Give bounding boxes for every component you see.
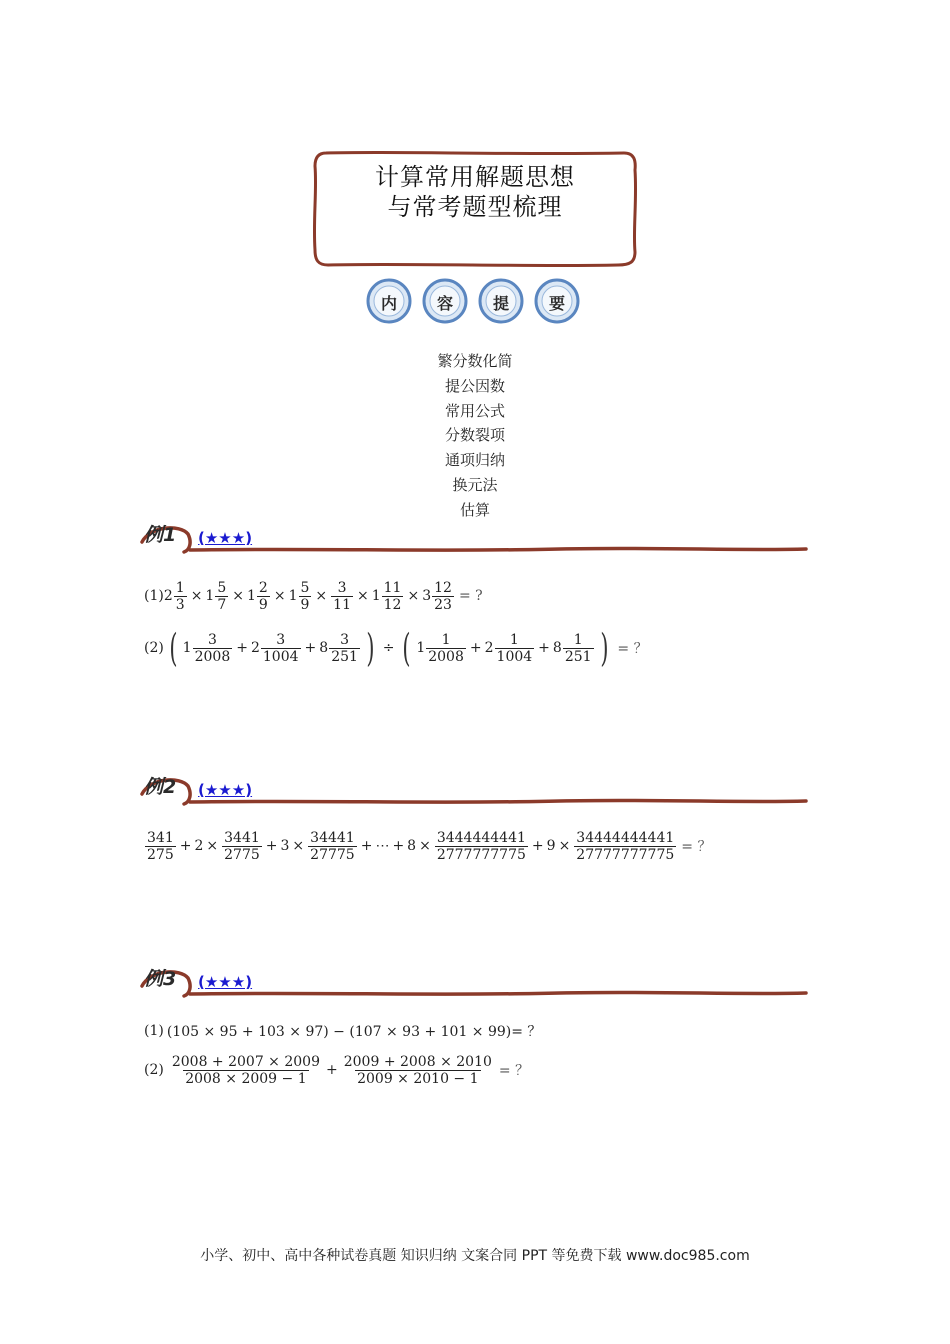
- example-3-problem-1: [144, 1020, 541, 1042]
- fraction: [193, 632, 233, 665]
- denominator: 251: [564, 648, 592, 665]
- operator: +: [236, 640, 248, 656]
- coefficient: 9: [546, 838, 556, 854]
- denominator: 23: [434, 596, 452, 613]
- coefficient: 3: [280, 838, 290, 854]
- operator: +: [538, 640, 550, 656]
- fraction: [563, 632, 594, 665]
- equals-question: = ?: [458, 588, 483, 604]
- operator: +: [360, 838, 373, 854]
- whole-part: 2: [163, 588, 173, 604]
- badge-label: 提: [492, 294, 509, 313]
- whole-part: 8: [552, 640, 562, 656]
- equals-question: = ？: [617, 641, 648, 657]
- example-1-problem-1: [144, 578, 483, 614]
- denominator: 251: [331, 648, 358, 665]
- title-line-1: 计算常用解题思想: [375, 163, 575, 191]
- operator: +: [265, 838, 278, 854]
- example-1-header: [140, 520, 810, 556]
- numerator: 12: [434, 579, 452, 596]
- operator: +: [392, 838, 405, 854]
- numerator: 3444444441: [436, 829, 526, 846]
- problem-number: (1): [144, 1023, 164, 1039]
- operator: ×: [356, 588, 369, 604]
- denominator: 7: [217, 596, 227, 613]
- coefficient: 8: [407, 838, 417, 854]
- whole-part: 3: [422, 588, 432, 604]
- topic-item: 分数裂项: [444, 426, 505, 445]
- badge: [478, 278, 524, 324]
- operator: ÷: [382, 640, 395, 656]
- operator: ×: [292, 838, 305, 854]
- example-label: 例3: [144, 968, 177, 990]
- right-paren-icon: ): [366, 626, 375, 670]
- denominator: 9: [300, 596, 310, 613]
- topic-item: 常用公式: [444, 401, 505, 420]
- operator: +: [179, 838, 192, 854]
- example-2-problem: [144, 826, 711, 866]
- fraction: [435, 830, 528, 863]
- equals-question: = ？: [681, 839, 712, 855]
- fraction: [257, 580, 270, 613]
- topic-item: 繁分数化简: [437, 352, 513, 370]
- operator: +: [531, 838, 544, 854]
- operator: +: [469, 640, 482, 656]
- example-3-problem-2: [144, 1050, 529, 1090]
- left-paren-icon: (: [169, 626, 178, 670]
- numerator: 34441: [310, 829, 355, 846]
- left-paren-icon: (: [402, 626, 411, 670]
- denominator: 1004: [496, 648, 533, 665]
- fraction: [574, 830, 676, 863]
- whole-part: 1: [371, 588, 381, 604]
- operator: ×: [232, 588, 244, 604]
- operator: ×: [190, 588, 203, 604]
- numerator: 3: [340, 631, 350, 648]
- badge: [534, 278, 580, 324]
- fraction: [342, 1054, 494, 1087]
- numerator: 341: [147, 829, 174, 846]
- numerator: 1: [175, 579, 185, 596]
- operator: ×: [558, 838, 571, 854]
- numerator: 2008 + 2007 × 2009: [171, 1053, 320, 1070]
- whole-part: 8: [319, 640, 329, 656]
- problem-number: (2): [144, 1062, 164, 1078]
- denominator: 11: [333, 596, 351, 613]
- denominator: 2008 × 2009 − 1: [185, 1070, 307, 1087]
- operator: ×: [407, 588, 420, 604]
- whole-part: 1: [247, 588, 256, 604]
- whole-part: 2: [250, 640, 260, 656]
- page-title: [312, 162, 638, 222]
- right-paren-icon: ): [599, 626, 609, 670]
- fraction: [432, 580, 454, 613]
- whole-part: 1: [288, 588, 298, 604]
- fraction: [145, 830, 176, 863]
- denominator: 3: [175, 596, 185, 613]
- coefficient: 2: [194, 838, 204, 854]
- whole-part: 2: [484, 640, 494, 656]
- whole-part: 1: [182, 640, 192, 656]
- example-2-header: [140, 772, 810, 808]
- fraction: [215, 580, 228, 613]
- denominator: 2777777775: [436, 846, 526, 863]
- fraction: [308, 830, 357, 863]
- denominator: 2008: [428, 648, 464, 665]
- topic-item: 通项归纳: [444, 451, 505, 470]
- numerator: 34444444441: [576, 829, 675, 846]
- topic-item: 估算: [459, 500, 490, 519]
- denominator: 2009 × 2010 − 1: [357, 1070, 479, 1087]
- denominator: 27775: [310, 846, 355, 863]
- badge-label: 内: [380, 294, 397, 313]
- numerator: 2: [258, 579, 268, 596]
- example-label: 例1: [144, 524, 177, 546]
- fraction: [222, 830, 262, 863]
- difficulty-stars: (★★★): [198, 529, 253, 547]
- numerator: 2009 + 2008 × 2010: [343, 1053, 492, 1070]
- fraction: [261, 632, 301, 665]
- numerator: 1: [573, 631, 583, 648]
- problem-number: (2): [144, 640, 164, 656]
- fraction: [426, 632, 466, 665]
- difficulty-stars: (★★★): [198, 781, 253, 799]
- operator: ×: [419, 838, 431, 854]
- problem-number: (1): [144, 588, 164, 604]
- denominator: 27777777775: [576, 846, 675, 863]
- fraction: [170, 1054, 322, 1087]
- badge-label: 容: [436, 294, 453, 313]
- fraction: [299, 580, 312, 613]
- numerator: 1: [509, 631, 519, 648]
- badge: [366, 278, 412, 324]
- denominator: 2008: [194, 648, 231, 665]
- whole-part: 1: [205, 588, 215, 604]
- denominator: 1004: [262, 648, 299, 665]
- operator: +: [326, 1062, 338, 1078]
- denominator: 2775: [224, 846, 260, 863]
- badge: [422, 278, 468, 324]
- difficulty-stars: (★★★): [198, 973, 253, 991]
- content-summary-badges: [366, 278, 586, 326]
- numerator: 1: [441, 631, 451, 648]
- whole-part: 1: [416, 640, 426, 656]
- fraction: [495, 632, 535, 665]
- footer-text: 小学、初中、高中各种试卷真题 知识归纳 文案合同 PPT 等免费下载 www.doc985.com: [200, 1248, 750, 1264]
- example-3-header: [140, 964, 810, 1000]
- operator: ×: [315, 588, 328, 604]
- title-line-2: 与常考题型梳理: [387, 193, 563, 221]
- fraction: [331, 580, 353, 613]
- operator: ×: [206, 838, 219, 854]
- operator: ×: [273, 588, 286, 604]
- fraction: [174, 580, 187, 613]
- badge-label: 要: [548, 294, 565, 313]
- numerator: 11: [383, 579, 402, 596]
- example-1-problem-2: [144, 626, 648, 670]
- numerator: 3: [276, 631, 286, 648]
- operator: +: [304, 640, 317, 656]
- expression: (105 × 95 + 103 × 97) − (107 × 93 + 101 × 99)= ？: [166, 1024, 542, 1040]
- fraction: [329, 632, 360, 665]
- numerator: 5: [300, 579, 310, 596]
- numerator: 3: [207, 631, 217, 648]
- topic-item: 换元法: [452, 475, 498, 494]
- denominator: 12: [383, 596, 402, 613]
- topic-list: [350, 349, 600, 523]
- topic-item: 提公因数: [444, 376, 505, 395]
- numerator: 3: [337, 579, 347, 596]
- fraction: [382, 580, 404, 613]
- denominator: 9: [258, 596, 268, 613]
- numerator: 3441: [224, 829, 260, 846]
- numerator: 5: [217, 579, 227, 596]
- denominator: 275: [147, 846, 174, 863]
- example-label: 例2: [144, 776, 177, 798]
- equals-question: = ？: [498, 1063, 530, 1079]
- ellipsis: ⋯: [375, 838, 390, 854]
